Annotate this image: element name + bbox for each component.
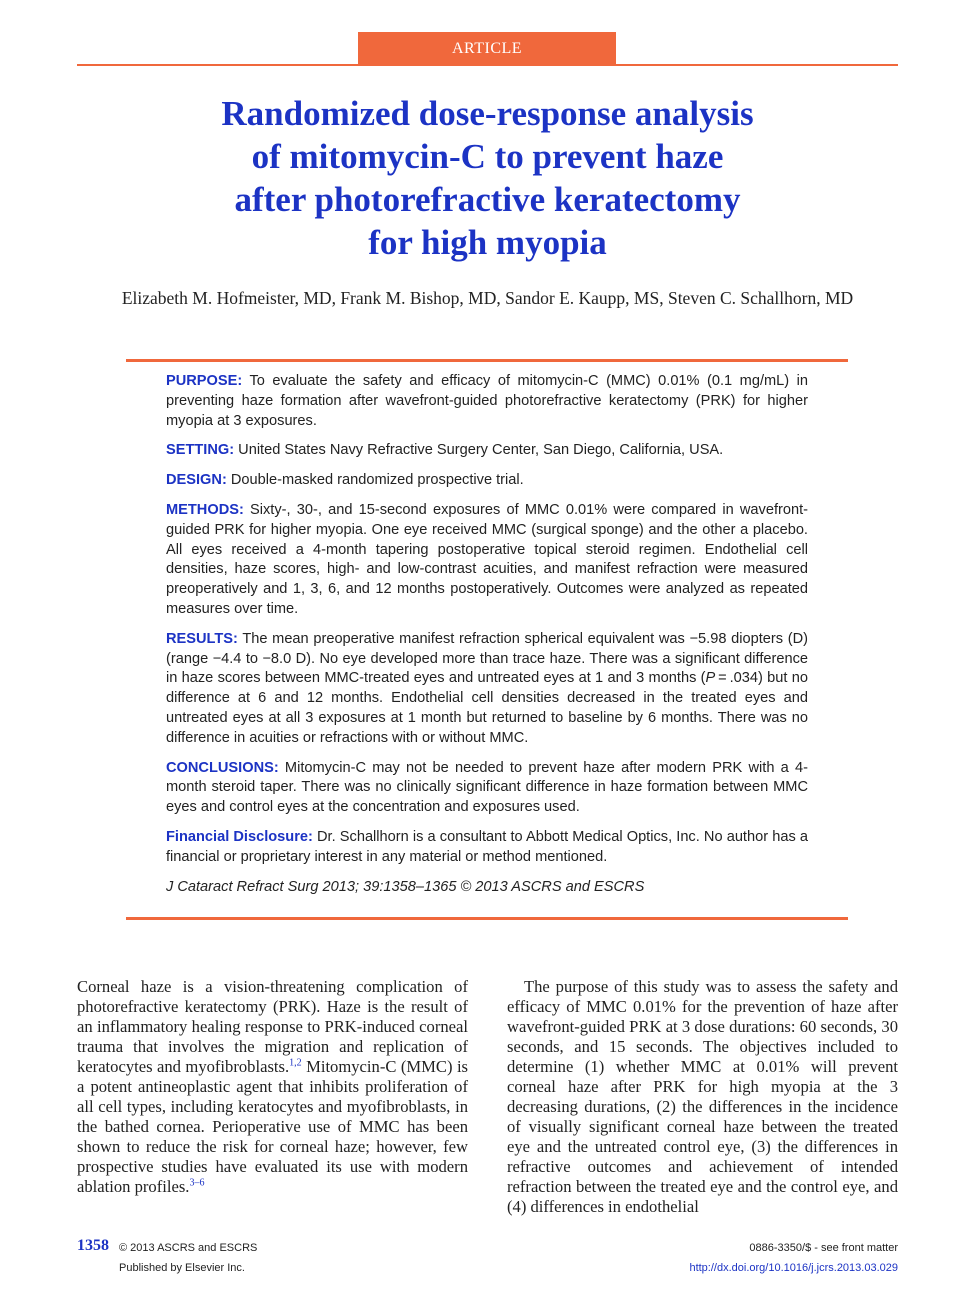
conclusions-text: Mitomycin-C may not be needed to prevent haze after modern PRK with a 4-month steroid taper. There was no clinically significant difference in haze formation between MMC eyes and control eyes at the concentration and exposures used. xyxy=(166,759,808,816)
results-text-b: = .034) but no difference at 6 and 12 months. Endothelial cell densities decreased in the treated eyes and untreated eyes at all 3 exposures at 1 month but returned to baseline by 6 months. There was no difference in acuities or refractions with or without MMC. xyxy=(166,670,808,746)
abstract-methods xyxy=(166,501,808,620)
abstract-disclosure xyxy=(166,828,808,868)
footer-publisher: Published by Elsevier Inc. xyxy=(119,1262,245,1274)
abstract-bottom-rule xyxy=(126,917,848,920)
methods-label: METHODS: xyxy=(166,501,244,518)
body-column-right xyxy=(507,977,898,1217)
results-label: RESULTS: xyxy=(166,630,238,647)
purpose-paragraph: The purpose of this study was to assess the safety and efficacy of MMC 0.01% for the prevention of haze after wavefront-guided PRK at 3 dose durations: 60 seconds, 30 seconds, and 15 seconds. The objectives included to determine (1) whether MMC at 0.01% will prevent corneal haze after PRK for high myopia at the 3 decreasing durations, (2) the differences in the incidence of visually significant corneal haze between the treated eye and the untreated control eye, (3) the differences in refractive outcomes and achievement of intended refraction between the treated eye and the control eye, and (4) differences in endothelial xyxy=(507,977,898,1216)
methods-text: Sixty-, 30-, and 15-second exposures of MMC 0.01% were compared in wavefront-guided PRK for higher myopia. One eye received MMC (surgical sponge) and the other a placebo. All eyes received a 4-month tapering postoperative topical steroid regimen. Endothelial cell densities, haze scores, high- and low-contrast acuities, and manifest refraction were measured preoperatively and 1, 3, 6, and 12 months postoperatively. Outcomes were analyzed as repeated measures over time. xyxy=(166,501,808,617)
purpose-label: PURPOSE: xyxy=(166,373,243,389)
reference-link[interactable]: 1,2 xyxy=(289,1057,302,1069)
design-label: DESIGN: xyxy=(166,472,227,489)
footer-copyright: © 2013 ASCRS and ESCRS xyxy=(119,1242,258,1254)
abstract-results xyxy=(166,630,808,749)
abstract-design xyxy=(166,471,808,491)
p-value-symbol: P xyxy=(705,670,716,687)
section-tab xyxy=(358,32,616,65)
article-title xyxy=(77,92,898,264)
abstract-purpose xyxy=(166,372,808,431)
abstract-setting xyxy=(166,441,808,461)
results-text-a: The mean preoperative manifest refraction spherical equivalent was −5.98 diopters (D) (range −4.4 to −8.0 D). No eye developed more than trace haze. There was a significant difference in haze scores between MMC-treated eyes and untreated eyes at 1 and 3 months ( xyxy=(166,630,808,687)
body-column-left xyxy=(77,977,468,1197)
intro-text-a: Corneal haze is a vision-threatening complication of photorefractive keratectomy (PRK). Haze is the result of an inflammatory healing response to PRK-induced corneal trauma that involves the migration and replication of keratocytes and myofibroblasts. xyxy=(77,977,468,1076)
section-tab-label: ARTICLE xyxy=(451,39,523,57)
doi-link[interactable]: http://dx.doi.org/10.1016/j.jcrs.2013.03.029 xyxy=(689,1262,898,1274)
intro-paragraph xyxy=(77,977,468,1197)
disclosure-label: Financial Disclosure: xyxy=(166,828,313,845)
conclusions-label: CONCLUSIONS: xyxy=(166,759,279,776)
abstract-top-rule xyxy=(126,359,848,362)
disclosure-text: Dr. Schallhorn is a consultant to Abbott Medical Optics, Inc. No author has a financial or proprietary interest in any material or method mentioned. xyxy=(166,828,808,865)
abstract-conclusions xyxy=(166,759,808,818)
design-text: Double-masked randomized prospective trial. xyxy=(226,472,524,489)
title-line: Randomized dose-response analysis xyxy=(221,94,754,133)
setting-label: SETTING: xyxy=(166,442,235,459)
journal-citation: J Cataract Refract Surg 2013; 39:1358–1365 © 2013 ASCRS and ESCRS xyxy=(166,878,645,895)
title-line: after photorefractive keratectomy xyxy=(234,180,741,219)
title-line: of mitomycin-C to prevent haze xyxy=(251,137,724,176)
setting-text: United States Navy Refractive Surgery Center, San Diego, California, USA. xyxy=(234,442,724,459)
purpose-text: To evaluate the safety and efficacy of mitomycin-C (MMC) 0.01% (0.1 mg/mL) in preventing haze formation after wavefront-guided photorefractive keratectomy (PRK) for higher myopia at 3 exposures. xyxy=(166,373,808,429)
reference-link[interactable]: 3–6 xyxy=(189,1177,205,1189)
header-rule xyxy=(77,64,898,66)
abstract xyxy=(166,372,808,907)
author-list: Elizabeth M. Hofmeister, MD, Frank M. Bishop, MD, Sandor E. Kaupp, MS, Steven C. Schallhorn, MD xyxy=(121,288,854,308)
footer-issn: 0886-3350/$ - see front matter xyxy=(749,1242,898,1254)
intro-text-b: Mitomycin-C (MMC) is a potent antineoplastic agent that inhibits proliferation of all cell types, including keratocytes and myofibroblasts, in the bathed cornea. Perioperative use of MMC has been shown to reduce the risk for corneal haze; however, few prospective studies have evaluated its use with modern ablation profiles. xyxy=(77,1057,469,1196)
title-line: for high myopia xyxy=(368,223,607,262)
page-number: 1358 xyxy=(77,1237,109,1254)
